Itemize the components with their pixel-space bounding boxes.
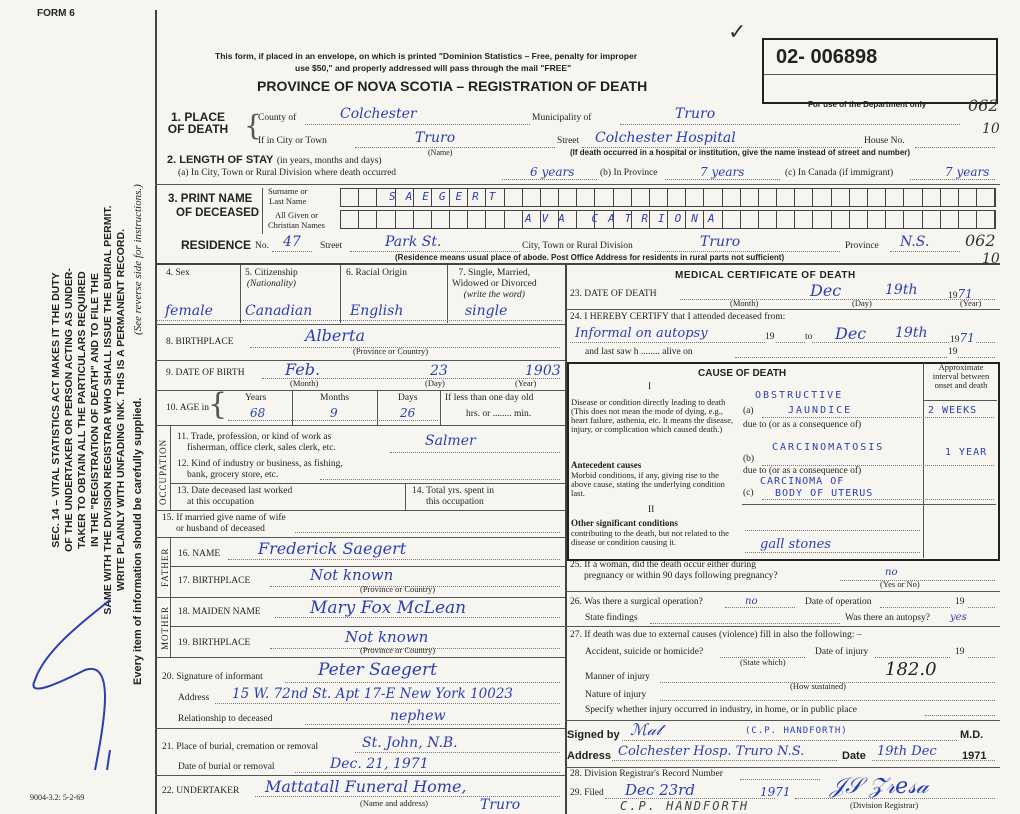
other-conditions-text: contributing to the death, but not related to the disease or condition causing it. xyxy=(571,528,729,547)
to-label: to xyxy=(805,332,813,342)
year-prefix: 19 xyxy=(948,347,958,357)
antecedent-title: Antecedent causes xyxy=(571,460,642,470)
stay-province-label: (b) In Province xyxy=(600,168,658,178)
year-note: (Year) xyxy=(960,298,982,308)
death-day: 19th xyxy=(885,282,918,298)
residence-city: Truro xyxy=(700,234,741,250)
mother-maiden-name: Mary Fox McLean xyxy=(310,598,467,618)
manner-label: Manner of injury xyxy=(585,672,650,682)
residence-street: Park St. xyxy=(385,234,442,250)
marital-value: single xyxy=(465,303,508,319)
registrar-signature: 𝒥𝒮 𝒵𝓇𝑒𝓈𝒶 xyxy=(830,774,929,799)
residence-street-label: Street xyxy=(320,241,343,251)
letter-box xyxy=(486,211,504,228)
physician-address: Colchester Hosp. Truro N.S. xyxy=(618,744,805,759)
md-label: M.D. xyxy=(960,729,984,741)
death-year: 1971 xyxy=(948,287,973,301)
filed-date: Dec 23rd xyxy=(625,781,695,799)
registrar-stamp: C.P. HANDFORTH xyxy=(620,799,750,813)
letter-box xyxy=(795,211,813,228)
racial-origin-value: English xyxy=(350,303,404,319)
letter-box xyxy=(886,189,904,206)
other-conditions-title: Other significant conditions xyxy=(571,518,678,528)
state-findings-label: State findings xyxy=(585,613,638,623)
surname-label: Surname or Last Name xyxy=(268,186,308,206)
attended-to-year: 1971 xyxy=(950,331,975,345)
year-note: (Year) xyxy=(515,378,537,388)
injury-date-label: Date of injury xyxy=(815,647,869,657)
house-label: House No. xyxy=(864,136,905,146)
letter-box xyxy=(832,211,850,228)
relationship-label: Relationship to deceased xyxy=(178,714,273,724)
age-years: 68 xyxy=(250,406,266,420)
letter-box xyxy=(941,211,959,228)
q15-label: 15. If married give name of wife or husband of deceased xyxy=(162,513,286,534)
father-side-label: FATHER xyxy=(160,547,170,587)
letter-box xyxy=(813,211,831,228)
external-causes-label: 27. If death was due to external causes (violence) fill in also the following: – xyxy=(570,630,862,640)
letter-box xyxy=(850,211,868,228)
letter-box xyxy=(541,189,559,206)
how-sustained-note: (How sustained) xyxy=(790,681,846,691)
notice-line: SAME WITH THE DIVISION REGISTRAR WHO SHALL ISSUE THE BURIAL PERMIT. xyxy=(102,205,114,615)
accident-label: Accident, suicide or homicide? xyxy=(585,647,704,657)
attended-to-month: Dec xyxy=(835,324,867,343)
attended-from: Informal on autopsy xyxy=(575,326,708,341)
classification-code: 182.0 xyxy=(885,659,937,680)
signed-by-label: Signed by xyxy=(567,729,620,741)
year-prefix: 19 xyxy=(955,597,965,607)
municipality-label: Municipality of xyxy=(532,113,592,123)
province-note: (Province or Country) xyxy=(360,645,436,655)
surgical-operation-label: 26. Was there a surgical operation? xyxy=(570,597,703,607)
record-number: 02- 006898 xyxy=(776,46,878,68)
letter-box xyxy=(704,189,722,206)
given-label: All Given or Christian Names xyxy=(268,210,325,230)
informant-address-label: Address xyxy=(178,693,210,703)
residence-no: 47 xyxy=(283,234,301,250)
letter-box xyxy=(723,211,741,228)
street-label: Street xyxy=(557,136,580,146)
filed-label: 29. Filed xyxy=(570,788,604,798)
father-birthplace: Not known xyxy=(310,566,394,584)
birthplace-label: 8. BIRTHPLACE xyxy=(166,337,234,347)
physician-name: (C.P. HANDFORTH) xyxy=(745,726,848,736)
letter-box xyxy=(923,211,941,228)
burial-date: Dec. 21, 1971 xyxy=(330,756,429,772)
letter-box xyxy=(668,189,686,206)
mother-birthplace: Not known xyxy=(345,628,429,646)
sex-label: 4. Sex xyxy=(166,268,190,278)
letter-box xyxy=(505,189,523,206)
page-title: PROVINCE OF NOVA SCOTIA – REGISTRATION OF DEATH xyxy=(257,78,648,94)
operation-date-label: Date of operation xyxy=(805,597,872,607)
birthplace-value: Alberta xyxy=(305,326,365,345)
notice-line: TAKER TO OBTAIN ALL THE PARTICULARS REQUIRED xyxy=(76,271,88,549)
letter-box xyxy=(777,189,795,206)
burial-date-label: Date of burial or removal xyxy=(178,762,275,772)
q14-label: 14. Total yrs. spent in this occupation xyxy=(412,486,495,507)
cause-a-label: (a) xyxy=(743,406,754,416)
dept-code: 062 xyxy=(968,96,999,115)
length-of-stay-label: 2. LENGTH OF STAY (in years, months and days) xyxy=(167,154,382,166)
medical-certificate-title: MEDICAL CERTIFICATE OF DEATH xyxy=(675,270,856,281)
surname-value: SAEGERT xyxy=(389,190,506,203)
letter-box xyxy=(505,211,523,228)
racial-origin-label: 6. Racial Origin xyxy=(346,268,407,278)
record-number-box xyxy=(762,38,998,104)
q12-label: 12. Kind of industry or business, as fishing, bank, grocery store, etc. xyxy=(177,459,343,480)
other-conditions-value: gall stones xyxy=(760,537,831,552)
letter-box xyxy=(977,189,995,206)
signed-year: 1971 xyxy=(962,750,987,762)
undertaker-value: Mattatall Funeral Home, xyxy=(265,777,467,796)
dob-month: Feb. xyxy=(285,360,321,379)
undertaker-town: Truro xyxy=(480,797,521,813)
less-than-day-label: If less than one day old xyxy=(445,393,534,403)
pregnancy-value: no xyxy=(885,567,898,578)
year-prefix: 19 xyxy=(955,647,965,657)
letter-box xyxy=(468,211,486,228)
physician-signature: ℳ𝒶𝓉 xyxy=(630,720,662,739)
street-value: Colchester Hospital xyxy=(595,130,736,146)
mother-birthplace-label: 19. BIRTHPLACE xyxy=(178,638,251,648)
citizenship-value: Canadian xyxy=(245,303,313,319)
registrar-note: (Division Registrar) xyxy=(850,800,919,810)
autopsy-label: Was there an autopsy? xyxy=(845,613,930,623)
letter-box xyxy=(777,211,795,228)
cause-c-label: (c) xyxy=(743,488,754,498)
letter-box xyxy=(396,211,414,228)
cause-c-line2: BODY OF UTERUS xyxy=(775,488,874,499)
age-months: 9 xyxy=(330,406,338,420)
dob-label: 9. DATE OF BIRTH xyxy=(166,368,245,378)
specify-label: Specify whether injury occurred in industry, in home, or in public place xyxy=(585,705,857,715)
street-note: (If death occurred in a hospital or institution, give the name instead of street and number) xyxy=(570,148,911,157)
check-mark-icon: ✓ xyxy=(728,20,747,45)
q11-label: 11. Trade, profession, or kind of work as fisherman, office clerk, sales clerk, etc. xyxy=(177,432,336,453)
letter-box xyxy=(359,189,377,206)
municipality-value: Truro xyxy=(675,106,716,122)
letter-box xyxy=(414,211,432,228)
occupation-value: Salmer xyxy=(425,433,476,449)
mother-maiden-label: 18. MAIDEN NAME xyxy=(178,607,261,617)
cause-a-interval: 2 WEEKS xyxy=(928,405,978,416)
stay-city-label: (a) In City, Town or Rural Division where death occurred xyxy=(178,168,397,178)
dob-year: 1903 xyxy=(525,363,561,379)
filed-year: 1971 xyxy=(760,785,791,799)
due-to-label: due to (or as a consequence of) xyxy=(743,466,862,476)
margin-pen-mark xyxy=(25,580,135,780)
yes-no-note: (Yes or No) xyxy=(880,579,920,589)
date-of-death-label: 23. DATE OF DEATH xyxy=(570,289,657,299)
month-note: (Month) xyxy=(290,378,319,388)
notice-line: SEC. 14 – VITAL STATISTICS ACT MAKES IT THE DUTY xyxy=(50,272,62,548)
letter-box xyxy=(523,189,541,206)
letter-box xyxy=(614,189,632,206)
stay-canada-label: (c) In Canada (if immigrant) xyxy=(785,168,894,178)
marital-label: 7. Single, Married, Widowed or Divorced (write the word) xyxy=(452,268,537,300)
letter-box xyxy=(850,189,868,206)
every-item-note: Every item of information should be carefully supplied. xyxy=(132,397,144,685)
city-value: Truro xyxy=(415,130,456,146)
dept-code: 10 xyxy=(982,121,1000,137)
form-left-border xyxy=(155,10,157,814)
dept-code: 10 xyxy=(982,251,1000,267)
letter-box xyxy=(923,189,941,206)
mail-notice: This form, if placed in an envelope, on which is printed "Dominion Statistics – Free, penalty for improper xyxy=(215,51,638,61)
section-two-label: II xyxy=(648,505,655,515)
letter-box xyxy=(686,189,704,206)
letter-box xyxy=(595,189,613,206)
death-month: Dec xyxy=(810,281,842,300)
form-label: FORM 6 xyxy=(37,8,75,19)
citizenship-label: 5. Citizenship (Nationality) xyxy=(245,268,298,289)
letter-box xyxy=(450,211,468,228)
notice-line: OF THE UNDERTAKER OR PERSON ACTING AS UNDER- xyxy=(63,268,75,552)
cause-of-death-title: CAUSE OF DEATH xyxy=(698,368,787,379)
stay-province-value: 7 years xyxy=(700,165,745,179)
attended-to-day: 19th xyxy=(895,325,928,341)
month-note: (Month) xyxy=(730,298,759,308)
father-name-label: 16. NAME xyxy=(178,549,221,559)
dept-code: 062 xyxy=(965,231,996,250)
father-name: Frederick Saegert xyxy=(258,539,407,558)
burial-place: St. John, N.B. xyxy=(362,735,458,751)
informant-address: 15 W. 72nd St. Apt 17-E New York 10023 xyxy=(232,686,514,702)
father-birthplace-label: 17. BIRTHPLACE xyxy=(178,576,251,586)
nature-label: Nature of injury xyxy=(585,690,647,700)
letter-box xyxy=(723,189,741,206)
informant-signature-label: 20. Signature of informant xyxy=(162,672,263,682)
interval-header: Approximate interval between onset and death xyxy=(932,362,990,390)
burial-place-label: 21. Place of burial, cremation or removal xyxy=(162,742,319,752)
day-note: (Day) xyxy=(425,378,445,388)
informant-signature: Peter Saegert xyxy=(318,660,437,680)
cause-b: CARCINOMATOSIS xyxy=(772,442,885,453)
undertaker-note: (Name and address) xyxy=(360,798,428,808)
letter-box xyxy=(813,189,831,206)
age-label: 10. AGE in xyxy=(166,403,210,413)
undertaker-label: 22. UNDERTAKER xyxy=(162,786,240,796)
residence-province: N.S. xyxy=(900,234,930,250)
name-label: 3. PRINT NAME OF DECEASED xyxy=(168,193,260,219)
months-label: Months xyxy=(320,393,350,403)
sex-value: female xyxy=(165,303,213,319)
cause-b-label: (b) xyxy=(743,454,755,464)
age-days: 26 xyxy=(400,406,416,420)
residence-no-label: No. xyxy=(255,241,269,251)
form-code: 9004-3.2: 5-2-69 xyxy=(30,793,85,802)
signed-date: 19th Dec xyxy=(877,744,937,759)
mail-notice: use $50," and properly addressed will pass through the mail "FREE" xyxy=(295,63,572,73)
dob-day: 23 xyxy=(430,363,448,379)
letter-box xyxy=(632,189,650,206)
letter-box xyxy=(341,189,359,206)
letter-box xyxy=(577,189,595,206)
letter-box xyxy=(795,189,813,206)
letter-box xyxy=(759,189,777,206)
county-label: County of xyxy=(258,113,297,123)
notice-line: WRITE PLAINLY WITH UNFADING INK. THIS IS A PERMANENT RECORD. xyxy=(115,228,127,592)
direct-cause-label: Disease or condition directly leading to death (This does not mean the mode of dying, e.g., heart failure, asthenia, etc. It means the disease, injury, or complication which caused death.) xyxy=(571,397,734,434)
notice-line: IN THE "REGISTRATION OF DEATH" AND TO FILE THE xyxy=(89,273,101,547)
occupation-side-label: OCCUPATION xyxy=(158,438,168,505)
hrs-min-label: hrs. or ........ min. xyxy=(466,409,532,419)
dept-only-label: For use of the Department only xyxy=(808,100,927,109)
years-label: Years xyxy=(245,393,267,403)
section-one-label: I xyxy=(648,382,652,392)
letter-box xyxy=(868,189,886,206)
letter-box xyxy=(904,211,922,228)
letter-box xyxy=(904,189,922,206)
due-to-label: due to (or as a consequence of) xyxy=(743,420,862,430)
letter-box xyxy=(432,211,450,228)
letter-box xyxy=(959,211,977,228)
province-note: (Province or Country) xyxy=(353,346,429,356)
residence-note: (Residence means usual place of abode. Post Office Address for residents in rural parts not sufficient) xyxy=(395,253,785,262)
stay-canada-value: 7 years xyxy=(945,165,990,179)
city-note: (Name) xyxy=(428,148,453,157)
letter-box xyxy=(377,211,395,228)
letter-box xyxy=(759,211,777,228)
days-label: Days xyxy=(398,393,418,403)
residence-province-label: Province xyxy=(845,241,879,251)
antecedent-text: Morbid conditions, if any, giving rise to the above cause, stating the underlying condition last. xyxy=(571,470,725,498)
province-note: (Province or Country) xyxy=(360,584,436,594)
letter-box xyxy=(741,189,759,206)
letter-box xyxy=(832,189,850,206)
cause-a-line2: JAUNDICE xyxy=(788,405,853,416)
letter-box xyxy=(359,211,377,228)
letter-box xyxy=(977,211,995,228)
residence-city-label: City, Town or Rural Division xyxy=(522,241,633,251)
letter-box xyxy=(741,211,759,228)
letter-box xyxy=(868,211,886,228)
mother-side-label: MOTHER xyxy=(160,606,170,650)
place-of-death-label: 1. PLACE OF DEATH xyxy=(167,110,229,136)
q13-label: 13. Date deceased last worked at this occupation xyxy=(177,486,293,507)
signed-date-label: Date xyxy=(842,750,866,762)
relationship-value: nephew xyxy=(390,708,446,724)
letter-box xyxy=(650,189,668,206)
letter-box xyxy=(959,189,977,206)
see-reverse-note: (See reverse side for instructions.) xyxy=(132,184,144,335)
q25-label: 25. If a woman, did the death occur either during pregnancy or within 90 days following pregnancy? xyxy=(570,560,778,581)
letter-box xyxy=(341,211,359,228)
year-prefix: 19 xyxy=(765,332,775,342)
certify-label: 24. I HEREBY CERTIFY that I attended deceased from: xyxy=(570,312,786,322)
given-names-value: AVA CATRIONA xyxy=(525,212,725,225)
letter-box xyxy=(886,211,904,228)
last-saw-label: and last saw h ........ alive on xyxy=(585,347,693,357)
county-value: Colchester xyxy=(340,106,417,122)
letter-box xyxy=(559,189,577,206)
stay-city-value: 6 years xyxy=(530,165,575,179)
city-label: If in City or Town xyxy=(258,136,327,146)
autopsy-value: yes xyxy=(950,612,967,623)
state-which-note: (State which) xyxy=(740,657,786,667)
record-number-label: 28. Division Registrar's Record Number xyxy=(570,769,723,779)
surgical-operation-value: no xyxy=(745,596,758,607)
day-note: (Day) xyxy=(852,298,872,308)
letter-box xyxy=(941,189,959,206)
cause-a-line1: OBSTRUCTIVE xyxy=(755,390,844,401)
cause-bc-interval: 1 YEAR xyxy=(945,447,988,458)
cause-c-line1: CARCINOMA OF xyxy=(760,476,845,487)
physician-address-label: Address xyxy=(567,750,612,762)
residence-label: RESIDENCE xyxy=(181,238,252,252)
